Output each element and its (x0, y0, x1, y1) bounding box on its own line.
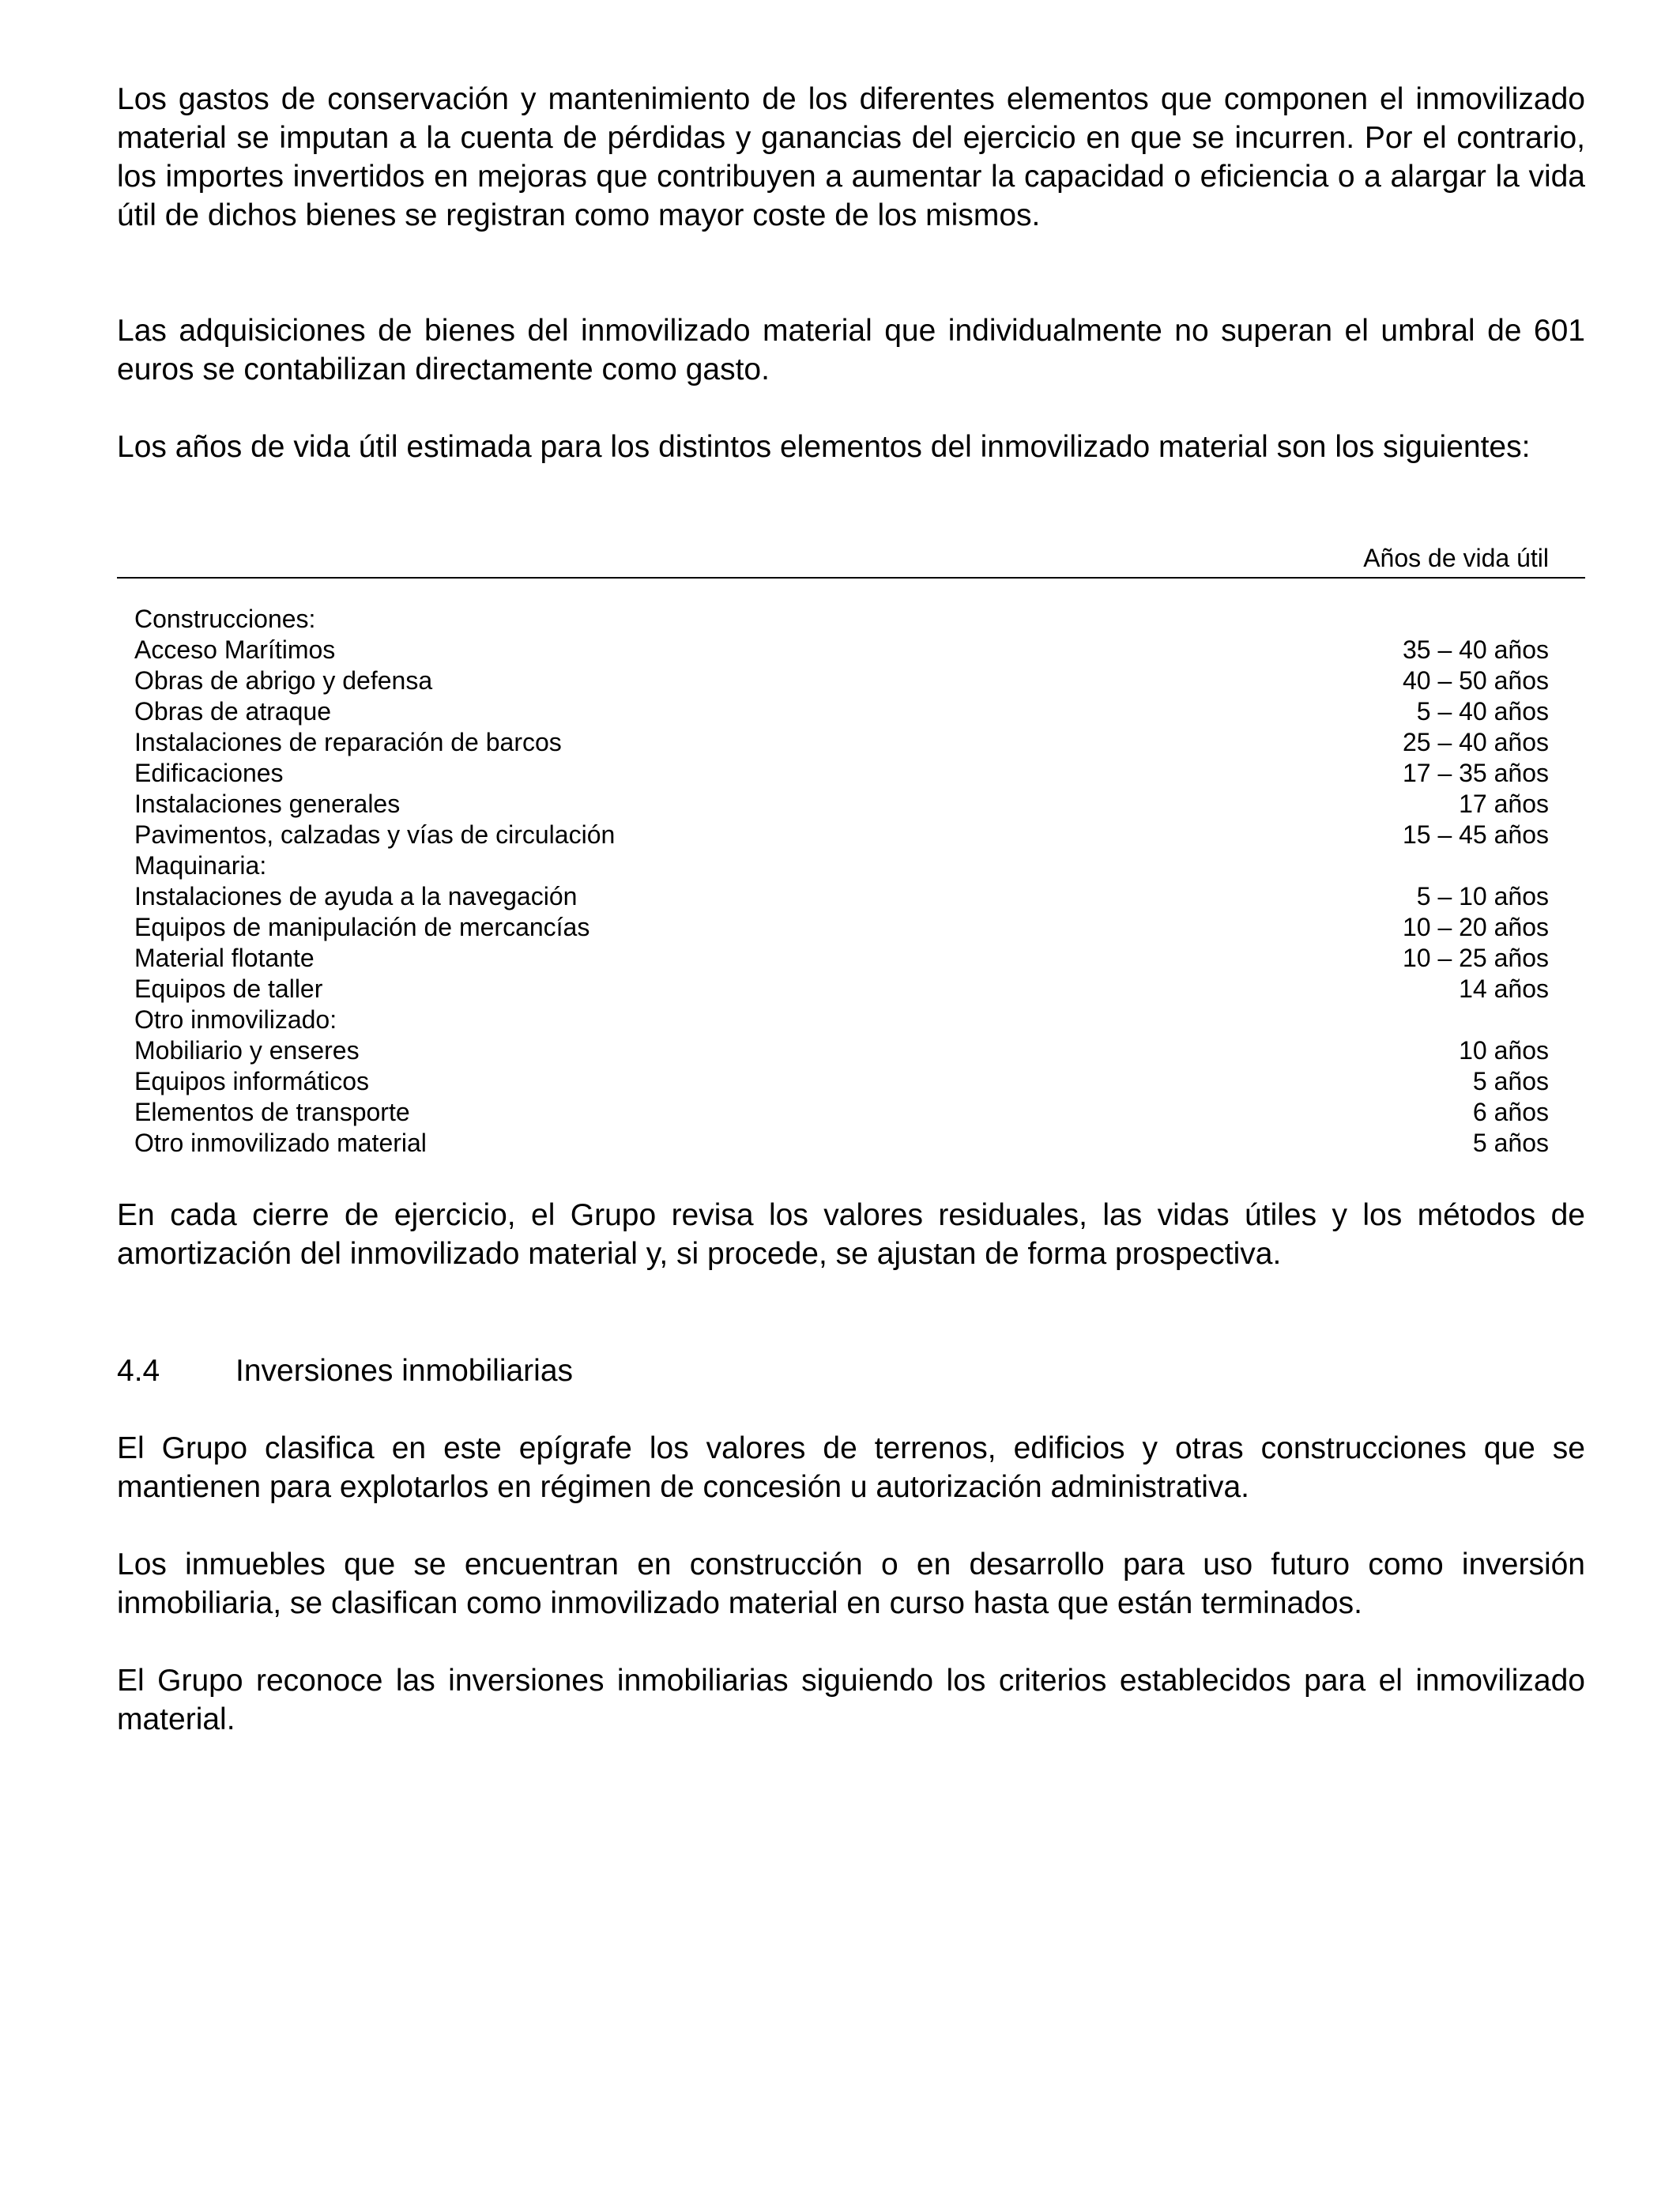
table-row (134, 1005, 1549, 1035)
row-label: Otro inmovilizado: (134, 1005, 337, 1034)
row-label: Equipos de manipulación de mercancías (134, 913, 590, 941)
section-title: Inversiones inmobiliarias (235, 1354, 574, 1388)
row-label: Acceso Marítimos (134, 635, 336, 664)
table-row (134, 881, 1549, 912)
row-label: Pavimentos, calzadas y vías de circulación (134, 820, 616, 849)
row-value: 40 – 50 años (1402, 666, 1549, 695)
row-value: 10 años (1459, 1036, 1549, 1065)
row-value: 5 – 40 años (1416, 697, 1549, 726)
paragraph-annual-review: En cada cierre de ejercicio, el Grupo revisa los valores residuales, las vidas útiles y los métodos de amortización del inmovilizado material y, si procede, se ajustan de forma prospectiva. (117, 1198, 1585, 1271)
table-row (134, 943, 1549, 974)
row-label: Equipos de taller (134, 974, 323, 1003)
paragraph-under-construction: Los inmuebles que se encuentran en construcción o en desarrollo para uso futuro como inversión inmobiliaria, se clasifican como inmovilizado material en curso hasta que están terminados. (117, 1547, 1585, 1620)
table-row (134, 1066, 1549, 1097)
table-row (134, 1128, 1549, 1159)
row-value: 6 años (1472, 1098, 1549, 1126)
row-label: Obras de abrigo y defensa (134, 666, 433, 695)
table-header (117, 542, 1585, 579)
row-value: 5 años (1472, 1067, 1549, 1095)
row-label: Mobiliario y enseres (134, 1036, 360, 1065)
paragraph-useful-life-intro: Los años de vida útil estimada para los distintos elementos del inmovilizado material son los siguientes: (117, 430, 1531, 464)
row-label: Instalaciones de reparación de barcos (134, 728, 562, 756)
row-label: Material flotante (134, 944, 315, 972)
row-label: Construcciones: (134, 605, 316, 633)
table-column-header: Años de vida útil (1363, 544, 1549, 572)
row-value: 14 años (1459, 974, 1549, 1003)
row-label: Instalaciones generales (134, 790, 401, 818)
table-row (134, 758, 1549, 789)
useful-life-table (134, 604, 1549, 1159)
table-row (134, 820, 1549, 850)
row-value: 15 – 45 años (1402, 820, 1549, 849)
row-value: 10 – 20 años (1402, 913, 1549, 941)
row-label: Instalaciones de ayuda a la navegación (134, 882, 578, 910)
row-label: Obras de atraque (134, 697, 332, 726)
row-value: 17 – 35 años (1402, 759, 1549, 787)
section-number: 4.4 (117, 1354, 160, 1388)
table-row (134, 850, 1549, 881)
paragraph-investment-classification: El Grupo clasifica en este epígrafe los valores de terrenos, edificios y otras construcciones que se mantienen para explotarlos en régimen de concesión u autorización administrativa. (117, 1431, 1585, 1504)
table-row (134, 974, 1549, 1005)
table-row (134, 635, 1549, 665)
table-row (134, 665, 1549, 696)
row-value: 35 – 40 años (1402, 635, 1549, 664)
row-label: Edificaciones (134, 759, 284, 787)
row-label: Maquinaria: (134, 851, 267, 880)
row-label: Otro inmovilizado material (134, 1129, 427, 1157)
table-row (134, 1097, 1549, 1128)
row-value: 5 – 10 años (1416, 882, 1549, 910)
table-row (134, 696, 1549, 727)
row-value: 25 – 40 años (1402, 728, 1549, 756)
table-row (134, 604, 1549, 635)
row-value: 5 años (1472, 1129, 1549, 1157)
table-row (134, 727, 1549, 758)
table-row (134, 1035, 1549, 1066)
row-label: Elementos de transporte (134, 1098, 410, 1126)
row-label: Equipos informáticos (134, 1067, 370, 1095)
table-row (134, 789, 1549, 820)
paragraph-maintenance-costs: Los gastos de conservación y mantenimiento de los diferentes elementos que componen el inmovilizado material se imputan a la cuenta de pérdidas y ganancias del ejercicio en que se incurren. Por el contrario, los importes invertidos en mejoras que contribuyen a aumentar la capacidad o eficiencia o a alargar la vida útil de dichos bienes se registran como mayor coste de los mismos. (117, 82, 1585, 232)
row-value: 10 – 25 años (1402, 944, 1549, 972)
table-row (134, 912, 1549, 943)
paragraph-acquisitions-threshold: Las adquisiciones de bienes del inmovilizado material que individualmente no superan el umbral de 601 euros se contabilizan directamente como gasto. (117, 314, 1585, 386)
paragraph-recognition-criteria: El Grupo reconoce las inversiones inmobiliarias siguiendo los criterios establecidos para el inmovilizado material. (117, 1664, 1585, 1736)
row-value: 17 años (1459, 790, 1549, 818)
